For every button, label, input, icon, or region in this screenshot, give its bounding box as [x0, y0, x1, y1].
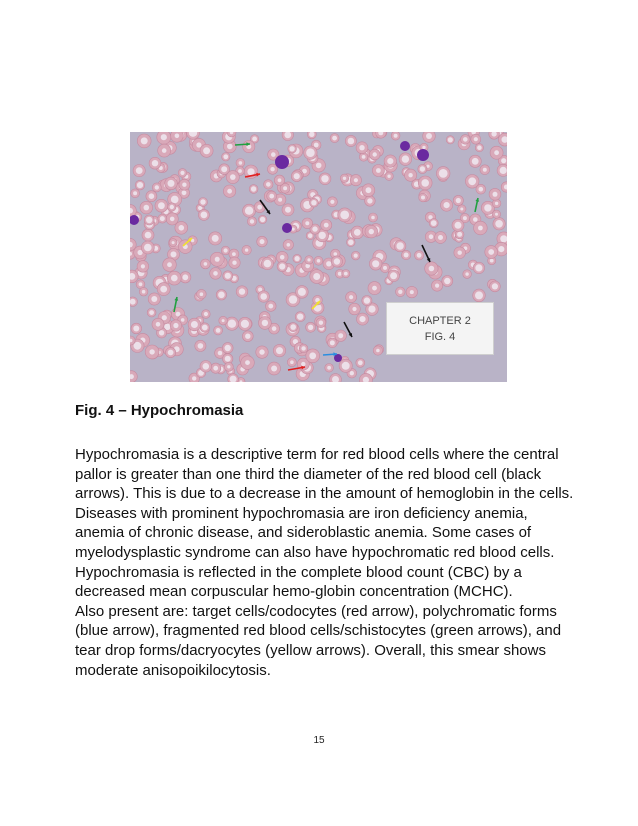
red-blood-cell [197, 289, 207, 299]
red-blood-cell [446, 136, 454, 144]
red-blood-cell [210, 268, 222, 280]
page-number: 15 [313, 735, 325, 746]
red-blood-cell [236, 286, 248, 298]
red-blood-cell [296, 286, 309, 299]
red-blood-cell [201, 259, 211, 269]
red-blood-cell [152, 183, 161, 192]
red-blood-cell [158, 214, 167, 223]
red-blood-cell [282, 132, 293, 141]
red-blood-cell [282, 204, 294, 216]
white-blood-cell [275, 155, 289, 169]
red-blood-cell [273, 344, 285, 356]
red-blood-cell [259, 317, 272, 330]
red-blood-cell [200, 144, 213, 157]
red-blood-cell [414, 251, 423, 260]
red-blood-cell [216, 290, 226, 300]
red-blood-cell [223, 271, 233, 281]
red-blood-cell [373, 346, 382, 355]
red-blood-cell [306, 349, 320, 363]
red-blood-cell [165, 177, 178, 190]
red-blood-cell [432, 280, 443, 291]
red-blood-cell [288, 145, 297, 154]
red-blood-cell [480, 165, 490, 175]
red-blood-cell [391, 132, 400, 140]
red-blood-cell [242, 331, 253, 342]
red-blood-cell [330, 374, 342, 382]
red-blood-cell [325, 364, 334, 373]
red-blood-cell [485, 246, 498, 259]
red-blood-cell [200, 361, 212, 373]
red-blood-cell [310, 270, 324, 284]
red-blood-cell [238, 317, 251, 330]
red-blood-cell [166, 347, 176, 357]
red-blood-cell [316, 318, 326, 328]
red-blood-cell [357, 313, 369, 325]
white-blood-cell [400, 141, 410, 151]
red-blood-cell [469, 155, 481, 167]
red-blood-cell [501, 182, 507, 192]
red-blood-cell [350, 175, 361, 186]
white-blood-cell [334, 354, 342, 362]
red-blood-cell [195, 340, 206, 351]
red-blood-cell [171, 132, 184, 142]
red-blood-cell [221, 246, 230, 255]
figure-label-chapter: CHAPTER 2 [409, 315, 471, 327]
red-blood-cell [135, 180, 145, 190]
red-blood-cell [236, 159, 245, 168]
red-blood-cell [228, 374, 239, 382]
red-blood-cell [418, 164, 427, 173]
red-blood-cell [340, 174, 348, 182]
red-blood-cell [211, 363, 221, 373]
red-blood-cell [264, 180, 273, 189]
red-blood-cell [396, 287, 406, 297]
red-blood-cell [304, 146, 317, 159]
red-blood-cell [210, 252, 224, 266]
red-blood-cell [214, 326, 223, 335]
red-blood-cell [305, 256, 313, 264]
red-blood-cell [168, 203, 176, 211]
red-blood-cell [418, 176, 432, 190]
red-blood-cell [369, 149, 380, 160]
red-blood-cell [490, 281, 501, 292]
red-blood-cell [130, 371, 137, 382]
red-blood-cell [306, 322, 316, 332]
red-blood-cell [167, 271, 181, 285]
red-blood-cell [429, 219, 438, 228]
red-blood-cell [283, 240, 293, 250]
red-blood-cell [362, 184, 375, 197]
red-blood-cell [302, 218, 313, 229]
red-blood-cell [385, 172, 393, 180]
red-blood-cell [492, 210, 500, 218]
red-blood-cell [243, 141, 255, 153]
red-blood-cell [179, 240, 193, 254]
red-blood-cell [144, 215, 154, 225]
red-blood-cell [441, 199, 453, 211]
red-blood-cell [497, 164, 507, 176]
red-blood-cell [425, 262, 438, 275]
red-blood-cell [347, 238, 356, 247]
red-blood-cell [267, 191, 277, 201]
red-blood-cell [454, 247, 466, 259]
red-blood-cell [137, 261, 149, 273]
red-blood-cell [166, 213, 178, 225]
red-blood-cell [423, 132, 436, 142]
red-blood-cell [179, 179, 190, 190]
red-blood-cell [338, 208, 352, 222]
red-blood-cell [200, 323, 209, 332]
red-blood-cell [261, 258, 273, 270]
red-blood-cell [465, 175, 479, 189]
red-blood-cell [489, 188, 501, 200]
red-blood-cell [489, 132, 500, 139]
red-blood-cell [268, 362, 281, 375]
red-blood-cell [328, 338, 338, 348]
red-blood-cell [157, 132, 171, 144]
red-blood-cell [140, 201, 153, 214]
red-blood-cell [149, 157, 161, 169]
red-blood-cell [384, 155, 396, 167]
white-blood-cell [282, 223, 292, 233]
red-blood-cell [293, 254, 301, 262]
red-blood-cell [243, 204, 256, 217]
red-blood-cell [146, 191, 157, 202]
red-blood-cell [155, 199, 168, 212]
red-blood-cell [335, 330, 346, 341]
red-blood-cell [287, 358, 296, 367]
red-blood-cell [458, 205, 466, 213]
figure-caption-title: Fig. 4 – Hypochromasia [75, 402, 244, 419]
red-blood-cell [453, 195, 463, 205]
red-blood-cell [330, 134, 339, 143]
red-blood-cell [463, 270, 472, 279]
red-blood-cell [319, 173, 331, 185]
red-blood-cell [365, 196, 376, 207]
red-blood-cell [461, 135, 471, 145]
red-blood-cell [492, 199, 501, 208]
red-blood-cell [131, 189, 140, 198]
blood-smear-figure [130, 132, 507, 382]
red-blood-cell [142, 229, 154, 241]
red-blood-cell [229, 257, 240, 268]
red-blood-cell [223, 185, 235, 197]
red-blood-cell [356, 142, 368, 154]
red-blood-cell [349, 303, 361, 315]
body-text [75, 445, 575, 680]
red-blood-cell [471, 134, 481, 144]
red-blood-cell [299, 344, 308, 353]
red-blood-cell [257, 236, 268, 247]
red-blood-cell [345, 135, 356, 146]
red-blood-cell [199, 198, 208, 207]
red-blood-cell [346, 292, 357, 303]
red-blood-cell [442, 276, 453, 287]
red-blood-cell [419, 193, 428, 202]
red-blood-cell [139, 287, 148, 296]
red-blood-cell [369, 258, 382, 271]
red-blood-cell [321, 220, 332, 231]
red-blood-cell [493, 218, 505, 230]
red-blood-cell [157, 283, 170, 296]
red-blood-cell [131, 323, 142, 334]
red-blood-cell [401, 250, 410, 259]
red-blood-cell [452, 219, 464, 231]
red-blood-cell [388, 270, 400, 282]
red-blood-cell [130, 297, 138, 307]
red-blood-cell [475, 144, 483, 152]
red-blood-cell [436, 167, 450, 181]
red-blood-cell [277, 261, 287, 271]
red-blood-cell [490, 146, 503, 159]
red-blood-cell [362, 296, 372, 306]
red-blood-cell [291, 171, 302, 182]
red-blood-cell [256, 346, 268, 358]
red-blood-cell [170, 320, 181, 331]
red-blood-cell [163, 258, 177, 272]
red-blood-cell [152, 318, 164, 330]
red-blood-cell [406, 286, 417, 297]
red-blood-cell [399, 153, 412, 166]
red-blood-cell [473, 289, 486, 302]
red-blood-cell [254, 202, 265, 213]
red-blood-cell [435, 232, 447, 244]
red-blood-cell [372, 165, 384, 177]
red-blood-cell [339, 359, 352, 372]
red-blood-cell [365, 225, 378, 238]
red-blood-cell [133, 165, 145, 177]
red-blood-cell [394, 240, 406, 252]
red-blood-cell [222, 343, 233, 354]
red-blood-cell [342, 270, 350, 278]
red-blood-cell [222, 153, 230, 161]
red-blood-cell [147, 308, 156, 317]
red-blood-cell [310, 198, 319, 207]
red-blood-cell [258, 291, 269, 302]
red-blood-cell [289, 323, 298, 332]
body-paragraph-hypochromasia: Hypochromasia is a descriptive term for red blood cells where the central pallor is greater than one third the diameter of the red blood cell (black arrows). This is due to a decrease in the amount of hemoglobin in the cells. Diseases with prominent hypochromasia are iron deficiency anemia, anemia of chronic disease, and sideroblastic anemia. Some cases of myelodysplastic syndrome can also have hypochromatic red blood cells. Hypochromasia is reflected in the complete blood count (CBC) by a decreased mean corpuscular hemo-globin concentration (MCHC). [75, 446, 574, 601]
red-blood-cell [295, 312, 305, 322]
red-blood-cell [158, 144, 171, 157]
red-blood-cell [198, 209, 209, 220]
red-blood-cell [137, 134, 151, 148]
red-blood-cell [473, 262, 484, 273]
red-blood-cell [148, 293, 160, 305]
red-blood-cell [169, 239, 177, 247]
body-paragraph-also-present: Also present are: target cells/codocytes (red arrow), polychromatic forms (blue arrow), fragmented red blood cells/schistocytes (green arrows), and tear drop forms/dacryocytes (yellow arrows). Overall, this smear shows moderate anisopoikilocytosis. [75, 602, 562, 679]
red-blood-cell [249, 185, 258, 194]
red-blood-cell [247, 217, 256, 226]
red-blood-cell [405, 169, 417, 181]
red-blood-cell [327, 197, 337, 207]
red-blood-cell [359, 153, 368, 162]
red-blood-cell [188, 318, 201, 331]
red-blood-cell [274, 175, 284, 185]
red-blood-cell [178, 169, 187, 178]
red-blood-cell [266, 301, 277, 312]
red-blood-cell [331, 256, 342, 267]
figure-label-box [386, 302, 494, 355]
red-blood-cell [141, 241, 154, 254]
red-blood-cell [258, 215, 266, 223]
red-blood-cell [226, 171, 239, 184]
red-blood-cell [307, 132, 316, 139]
red-blood-cell [369, 213, 378, 222]
red-blood-cell [314, 256, 323, 265]
red-blood-cell [351, 226, 364, 239]
white-blood-cell [417, 149, 429, 161]
red-blood-cell [202, 310, 211, 319]
red-blood-cell [209, 232, 222, 245]
red-blood-cell [356, 358, 365, 367]
red-blood-cell [368, 282, 381, 295]
red-blood-cell [219, 316, 228, 325]
red-blood-cell [242, 245, 251, 254]
red-blood-cell [351, 251, 360, 260]
red-blood-cell [241, 356, 255, 370]
figure-label-number: FIG. 4 [424, 331, 456, 343]
red-blood-cell [474, 221, 488, 235]
red-blood-cell [145, 345, 159, 359]
red-blood-cell [224, 362, 233, 371]
